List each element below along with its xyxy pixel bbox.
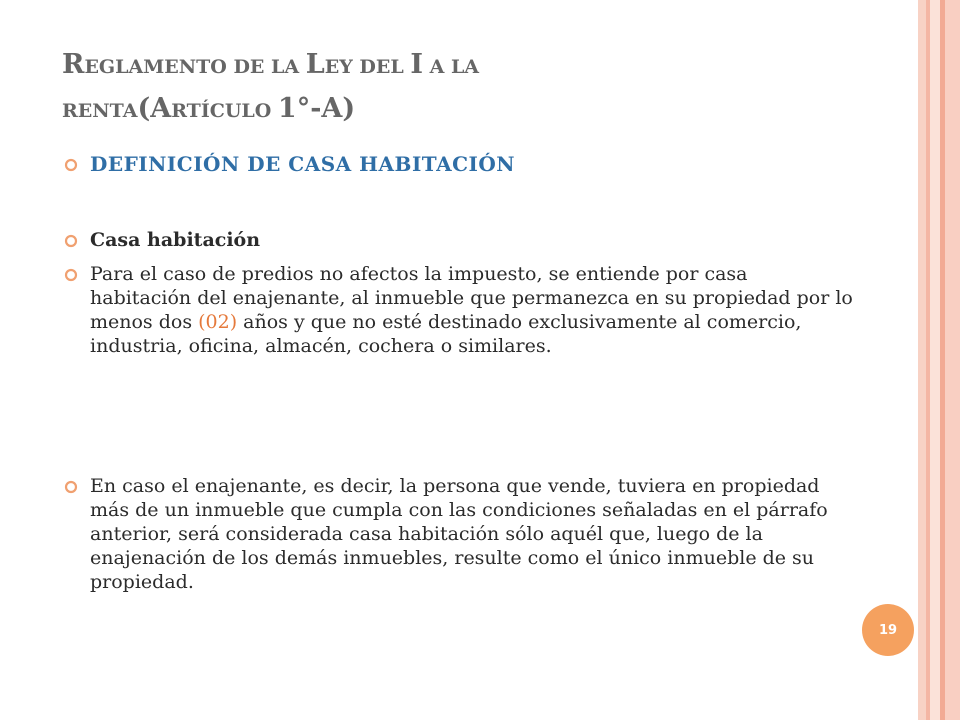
page-number-badge (862, 604, 914, 656)
title-text: RTÍCULO (171, 100, 278, 122)
paragraph-1 (90, 262, 854, 358)
section-heading: DEFINICIÓN DE CASA HABITACIÓN (90, 152, 516, 176)
title-text: A LA (422, 56, 480, 78)
paragraph-text: años y que no esté destinado exclusivamente al comercio, industria, oficina, almacén, cochera o similares. (90, 311, 802, 357)
title-text: I (410, 49, 423, 80)
slide-title (62, 44, 862, 132)
paragraph-text: Para el caso de predios no afectos la impuesto, se entiende por casa habitación del enajenante, al inmueble que permanezca en su propiedad por lo menos dos (90, 263, 853, 333)
title-line-2 (62, 88, 862, 132)
decor-stripe (945, 0, 960, 720)
bullet-item-paragraph-1 (64, 262, 854, 358)
subheading: Casa habitación (90, 229, 261, 251)
title-text: 1°-A) (277, 93, 356, 124)
title-line-1 (62, 44, 862, 88)
bullet-ring-icon (64, 480, 78, 494)
bullet-ring-icon (64, 234, 78, 248)
title-text: RENTA (62, 100, 138, 122)
bullet-item-paragraph-2 (64, 474, 854, 594)
bullet-item-heading (64, 152, 854, 176)
decor-stripe (918, 0, 926, 720)
title-text: L (305, 49, 325, 80)
decor-stripe (930, 0, 940, 720)
title-text: EY DEL (324, 56, 411, 78)
title-text: R (62, 49, 85, 80)
title-text: (A (137, 93, 172, 124)
bullet-item-subheading (64, 228, 854, 252)
title-text: EGLAMENTO DE LA (84, 56, 306, 78)
page-number: 19 (878, 622, 898, 638)
highlight-number: (02) (198, 311, 238, 333)
paragraph-2: En caso el enajenante, es decir, la persona que vende, tuviera en propiedad más de un inmueble que cumpla con las condiciones señaladas en el párrafo anterior, será considerada casa habitación sólo aquél que, luego de la enajenación de los demás inmuebles, resulte como el único inmueble de su propiedad. (90, 475, 828, 593)
bullet-ring-icon (64, 268, 78, 282)
bullet-ring-icon (64, 158, 78, 172)
